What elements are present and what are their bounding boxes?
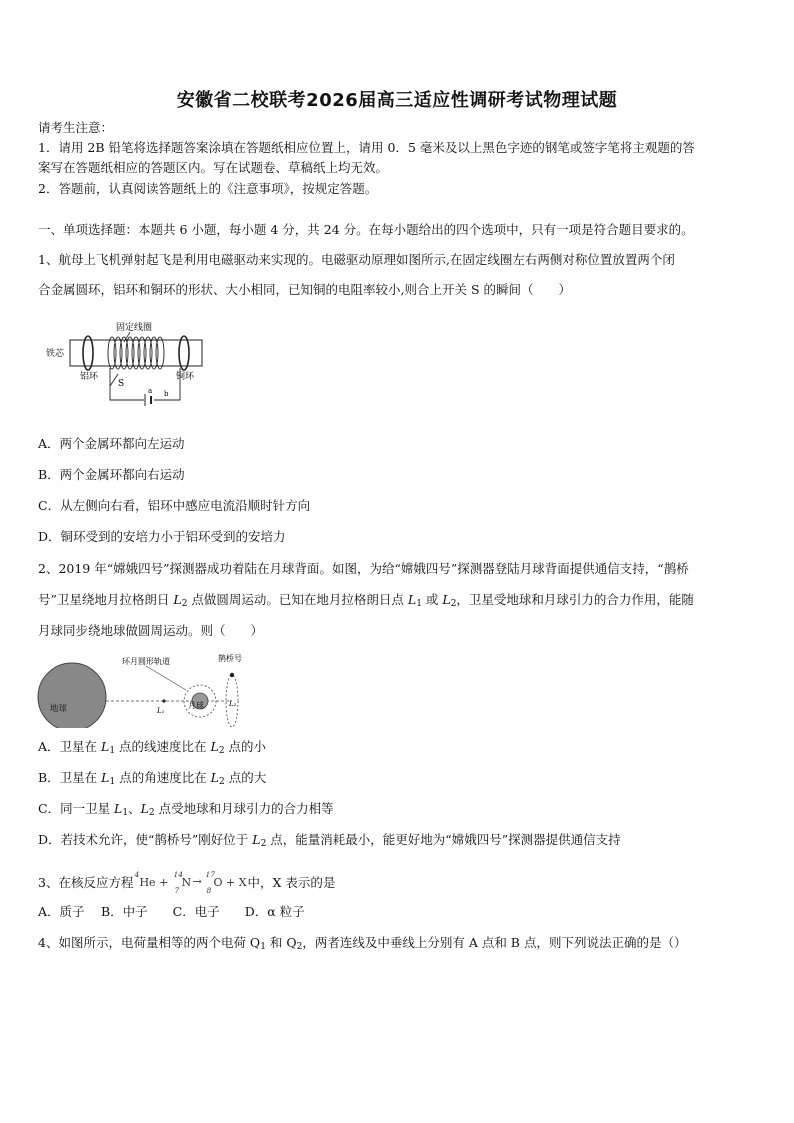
- q1-stem-line-2: 合金属圆环，铝环和铜环的形状、大小相同，已知铜的电阻率较小,则合上开关 S 的瞬间（ ）: [38, 282, 571, 297]
- q1-option-c: C．从左侧向右看，铝环中感应电流沿顺时针方向: [38, 498, 311, 513]
- copper-label: 铜环: [176, 372, 195, 382]
- section-heading: 一、单项选择题：本题共 6 小题，每小题 4 分，共 24 分。在每小题给出的四个选项中，只有一项是符合题目要求的。: [38, 222, 694, 237]
- core-label: 铁芯: [46, 349, 65, 359]
- q1-option-a: A．两个金属环都向左运动: [38, 436, 185, 451]
- q2-orbit-figure: [36, 650, 256, 728]
- q2-option-c: C．同一卫星 $L_1$、$L_2$ 点受地球和月球引力的合力相等: [38, 801, 334, 818]
- l1-point: [162, 699, 165, 702]
- q2-stem-line-2: 号”卫星绕地月拉格朗日 $L_2$ 点做圆周运动。已知在地月拉格朗日点 $L_1$ 或 $L_2$，卫星受地球和月球引力的合力作用，能随: [38, 592, 694, 609]
- iron-core: [70, 340, 202, 366]
- q2-stem-line-1: 2、2019 年“嫦娥四号”探测器成功着陆在月球背面。如图，为给“嫦娥四号”探测器登陆月球背面提供通信支持，“鹊桥: [38, 561, 689, 576]
- coil-label: 固定线圈: [116, 323, 153, 333]
- q1-stem-line-1: 1、航母上飞机弹射起飞是利用电磁驱动来实现的。电磁驱动原理如图所示,在固定线圈左右两侧对称位置放置两个闭: [38, 252, 675, 267]
- q4-stem: 4、如图所示，电荷量相等的两个电荷 $Q_1$ 和 $Q_2$，两者连线及中垂线上分别有 A 点和 B 点，则下列说法正确的是（）: [38, 935, 687, 952]
- q2-option-b: B．卫星在 $L_1$ 点的角速度比在 $L_2$ 点的大: [38, 770, 267, 787]
- relay-satellite: [230, 673, 234, 677]
- copper-ring: [179, 336, 189, 370]
- earth-label: 地球: [50, 704, 68, 714]
- moon-label: 月球: [188, 701, 204, 710]
- notice-item-1-line-1: 1．请用 2B 铅笔将选择题答案涂填在答题纸相应位置上，请用 0．5 毫米及以上黑色字迹的钢笔或签字笔将主观题的答: [38, 140, 695, 155]
- notice-item-1-line-2: 案写在答题纸相应的答题区内。写在试题卷、草稿纸上均无效。: [38, 160, 389, 175]
- notice-heading: 请考生注意：: [38, 120, 114, 135]
- aluminum-ring: [83, 336, 93, 370]
- page-title: 安徽省二校联考2026届高三适应性调研考试物理试题: [176, 90, 618, 111]
- q2-option-d: D．若技术允许，使“鹊桥号”刚好位于 $L_2$ 点，能量消耗最小，能更好地为“嫦娥四号”探测器提供通信支持: [38, 832, 621, 849]
- q2-option-a: A．卫星在 $L_1$ 点的线速度比在 $L_2$ 点的小: [38, 739, 267, 756]
- earth: [38, 663, 106, 728]
- notice-item-2: 2．答题前，认真阅读答题纸上的《注意事项》，按规定答题。: [38, 181, 378, 196]
- q1-coil-figure: [44, 316, 214, 410]
- switch: [110, 374, 118, 386]
- aluminum-label: 铝环: [80, 372, 99, 382]
- relay-label: 鹊桥号: [218, 654, 242, 663]
- l1-label: L₁: [157, 707, 165, 715]
- orbit-label: 环月圆形轨道: [122, 657, 170, 666]
- fixed-coil: [108, 337, 164, 369]
- battery-label-a: a: [148, 387, 153, 395]
- q3-options: A．质子 B．中子 C．电子 D．α 粒子: [38, 904, 305, 919]
- q1-option-b: B．两个金属环都向右运动: [38, 467, 185, 482]
- l2-label: L₂: [229, 700, 237, 708]
- q3-stem: 3、在核反应方程 4 He + 14 7 N → 17 8 O + X 中，X 表示的是: [38, 870, 336, 895]
- nuclear-equation: 4 He + 14 7 N → 17 8 O + X: [134, 870, 247, 895]
- q1-option-d: D．铜环受到的安培力小于铝环受到的安培力: [38, 529, 286, 544]
- q2-stem-line-3: 月球同步绕地球做圆周运动。则（ ）: [38, 623, 264, 638]
- battery-label-b: b: [164, 390, 169, 398]
- switch-label: S: [118, 379, 125, 389]
